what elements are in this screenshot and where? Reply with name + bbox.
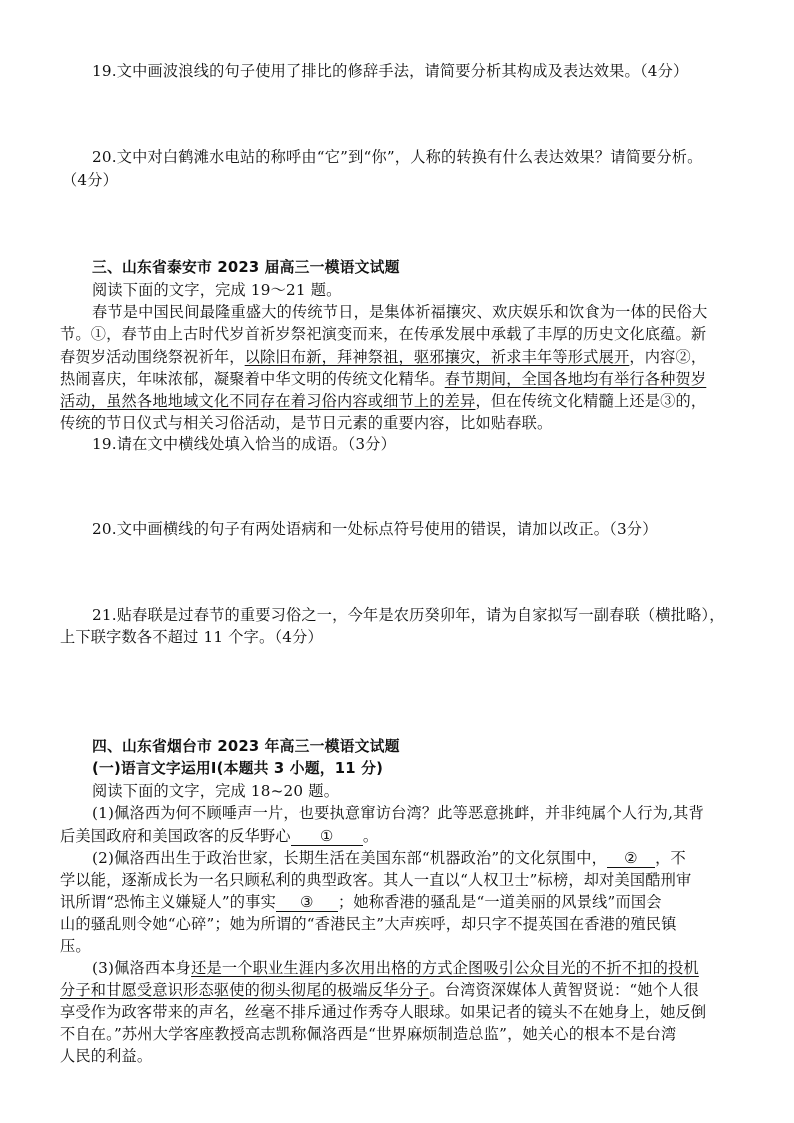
question-20-sec2-line2: （4分） (62, 171, 119, 189)
underlined-sentence: 还是一个职业生涯内多次用出格的方式企图吸引公众目光的不折不扣的投机 (191, 959, 699, 977)
section-4-subtitle: (一)语言文字运用Ⅰ(本题共 3 小题，11 分) (92, 760, 384, 777)
fill-blank-1: ① (291, 827, 363, 846)
underlined-sentence: 以除旧布新，拜神祭祖，驱邪攘灾，祈求丰年等形式展开 (244, 348, 630, 366)
question-20-sec2-line1: 20.文中对白鹤滩水电站的称呼由“它”到“你”，人称的转换有什么表达效果？请简要分析。 (92, 148, 703, 166)
section-3-instruction: 阅读下面的文字，完成 19～21 题。 (92, 281, 342, 299)
section-3-title: 三、山东省泰安市 2023 届高三一模语文试题 (92, 259, 400, 276)
section-4-title: 四、山东省烟台市 2023 年高三一模语文试题 (92, 738, 400, 755)
passage-text: 后美国政府和美国政客的反华野心 (60, 827, 291, 845)
fill-blank-2: ② (607, 849, 655, 868)
underlined-sentence: 活动，虽然各地地域文化不同存在着习俗内容或细节上的差异 (60, 392, 476, 410)
passage-line: 山的骚乱则令她“心碎”；她为所谓的“香港民主”大声疾呼，却只字不提英国在香港的殖民镇 (60, 915, 677, 933)
underlined-sentence: 分子和甘愿受意识形态驱使的彻头彻尾的极端反华分子 (60, 981, 430, 999)
passage-line: 节。①，春节由上古时代岁首祈岁祭祀演变而来，在传承发展中承载了丰厚的历史文化底蕴。新 (60, 325, 707, 343)
passage-line: 学以能，逐渐成长为一名只顾私利的典型政客。其人一直以“人权卫士”标榜，却对美国酷刑审 (60, 871, 692, 889)
question-21-line1: 21.贴春联是过春节的重要习俗之一，今年是农历癸卯年，请为自家拟写一副春联（横批略）， (92, 606, 725, 624)
passage-line (60, 346, 706, 368)
passage-text: ，不 (655, 849, 686, 867)
passage-line: (1)佩洛西为何不顾唾声一片，也要执意窜访台湾？此等恶意挑衅，并非纯属个人行为,其背 (92, 804, 704, 822)
underlined-sentence: 春节期间，全国各地均有举行各种贺岁 (444, 370, 707, 388)
passage-line: 不自在。”苏州大学客座教授高志凯称佩洛西是“世界麻烦制造总监”，她关心的根本不是台湾 (60, 1025, 677, 1043)
passage-text: 。台湾资深媒体人黄智贤说：“她个人很 (429, 981, 699, 999)
passage-line (60, 368, 706, 390)
passage-line: 人民的利益。 (60, 1047, 153, 1065)
question-20-sec3: 20.文中画横线的句子有两处语病和一处标点符号使用的错误，请加以改正。（3分） (92, 520, 658, 538)
passage-line: 春节是中国民间最隆重盛大的传统节日，是集体祈福攘灾、欢庆娱乐和饮食为一体的民俗大 (92, 303, 708, 321)
passage-line (60, 390, 706, 412)
passage-text: ；她称香港的骚乱是“一道美丽的风景线”而国会 (337, 893, 662, 911)
passage-text: 热闹喜庆，年味浓郁，凝聚着中华文明的传统文化精华。 (60, 370, 445, 388)
passage-text: 讯所谓“恐怖主义嫌疑人”的事实 (60, 893, 276, 911)
passage-line: 传统的节日仪式与相关习俗活动，是节日元素的重要内容，比如贴春联。 (60, 414, 553, 432)
passage-text: (3)佩洛西本身 (92, 959, 192, 977)
passage-text: ，但在传统文化精髓上还是③的， (475, 392, 707, 410)
question-21-line2: 上下联字数各不超过 11 个字。（4分） (60, 628, 323, 646)
passage-line: 享受作为政客带来的声名，丝毫不排斥通过作秀夺人眼球。如果记者的镜头不在她身上，她反倒 (60, 1003, 707, 1021)
question-19-sec2: 19.文中画波浪线的句子使用了排比的修辞手法，请简要分析其构成及表达效果。（4分） (92, 62, 689, 80)
passage-text: 春贺岁活动围绕祭祝祈年， (60, 348, 245, 366)
passage-text: ，内容②， (629, 348, 707, 366)
passage-line (92, 847, 686, 869)
passage-line (92, 957, 699, 979)
passage-text: (2)佩洛西出生于政治世家，长期生活在美国东部“机器政治”的文化氛围中， (92, 849, 608, 867)
passage-text: 。 (362, 827, 379, 845)
passage-line (60, 825, 378, 847)
passage-line (60, 979, 699, 1001)
question-19-sec3: 19.请在文中横线处填入恰当的成语。（3分） (92, 435, 396, 453)
passage-line (60, 891, 662, 913)
passage-line: 压。 (60, 937, 91, 955)
fill-blank-3: ③ (276, 893, 338, 912)
section-4-instruction: 阅读下面的文字，完成 18~20 题。 (92, 782, 340, 800)
